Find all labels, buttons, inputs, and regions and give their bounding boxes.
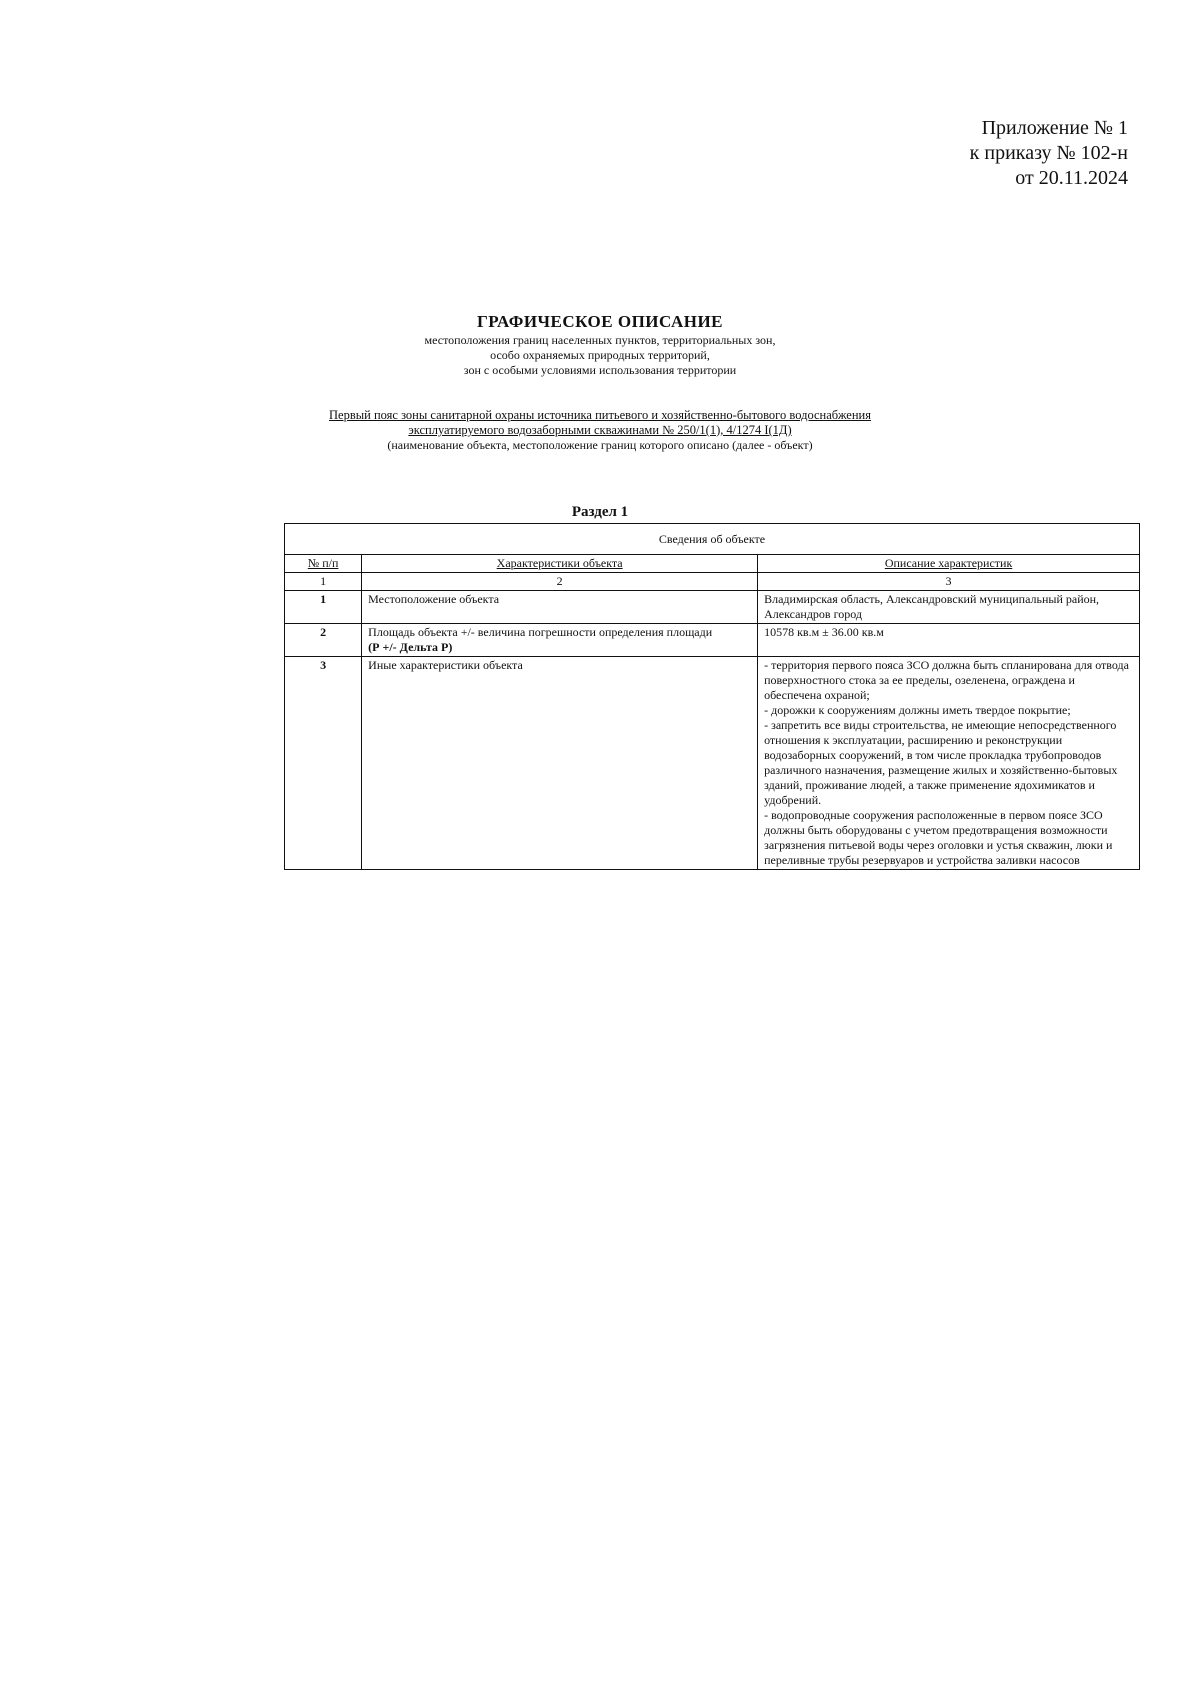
order-date: от 20.11.2024: [1015, 167, 1128, 189]
row-description: [758, 657, 1140, 870]
description-item: - дорожки к сооружениям должны иметь твердое покрытие;: [764, 703, 1071, 717]
object-name-line-2: эксплуатируемого водозаборными скважинами № 250/1(1), 4/1274 I(1Д): [408, 423, 792, 437]
table-index-row: [285, 573, 1140, 591]
document-subtitle-line-2: особо охраняемых природных территорий,: [490, 348, 710, 362]
object-info-table: [284, 523, 1140, 870]
table-row: [285, 591, 1140, 624]
header-characteristic: Характеристики объекта: [362, 555, 758, 573]
table-row: [285, 657, 1140, 870]
description-item: - водопроводные сооружения расположенные в первом поясе ЗСО должны быть оборудованы с учетом предотвращения возможности загрязнения питьевой воды через оголовки и устья скважин, люки и переливные трубы резервуаров и устройства заливки насосов: [764, 808, 1113, 867]
row-characteristic: [362, 624, 758, 657]
appendix-reference: [970, 116, 1128, 191]
row-description: Владимирская область, Александровский муниципальный район, Александров город: [758, 591, 1140, 624]
section-title: Раздел 1: [571, 504, 629, 520]
row-number: 1: [285, 591, 362, 624]
document-subtitle-line-3: зон с особыми условиями использования территории: [463, 363, 737, 377]
object-name-line-1: Первый пояс зоны санитарной охраны источника питьевого и хозяйственно-бытового водоснабжения: [329, 408, 871, 422]
document-title-block: [300, 311, 900, 378]
row-characteristic-extra: (Р +/- Дельта Р): [368, 640, 453, 654]
row-number: 3: [285, 657, 362, 870]
description-item: - территория первого пояса ЗСО должна быть спланирована для отвода поверхностного стока за ее пределы, озеленена, ограждена и обеспечена охраной;: [764, 658, 1129, 702]
index-col-1: 1: [285, 573, 362, 591]
table-caption-row: [285, 524, 1140, 555]
index-col-2: 2: [362, 573, 758, 591]
index-col-3: 3: [758, 573, 1140, 591]
object-name-caption: (наименование объекта, местоположение границ которого описано (далее - объект): [387, 438, 813, 452]
header-num: № п/п: [285, 555, 362, 573]
object-name-block: [300, 408, 900, 453]
document-subtitle-line-1: местоположения границ населенных пунктов, территориальных зон,: [424, 333, 776, 347]
table-caption: Сведения об объекте: [285, 524, 1140, 555]
table-row: [285, 624, 1140, 657]
row-characteristic: Местоположение объекта: [362, 591, 758, 624]
order-number: к приказу № 102-н: [969, 142, 1128, 164]
row-number: 2: [285, 624, 362, 657]
row-characteristic-main: Площадь объекта +/- величина погрешности определения площади: [368, 625, 713, 639]
description-item: - запретить все виды строительства, не имеющие непосредственного отношения к эксплуатации, расширению и реконструкции водозаборных сооружений, в том числе прокладка трубопроводов различного назначения, размещение жилых и хозяйственно-бытовых зданий, проживание людей, а также применение ядохимикатов и удобрений.: [764, 718, 1118, 807]
header-description: Описание характеристик: [758, 555, 1140, 573]
document-title: ГРАФИЧЕСКОЕ ОПИСАНИЕ: [476, 312, 724, 331]
table-header-row: [285, 555, 1140, 573]
row-characteristic: Иные характеристики объекта: [362, 657, 758, 870]
appendix-number: Приложение № 1: [981, 117, 1128, 139]
row-description: 10578 кв.м ± 36.00 кв.м: [758, 624, 1140, 657]
